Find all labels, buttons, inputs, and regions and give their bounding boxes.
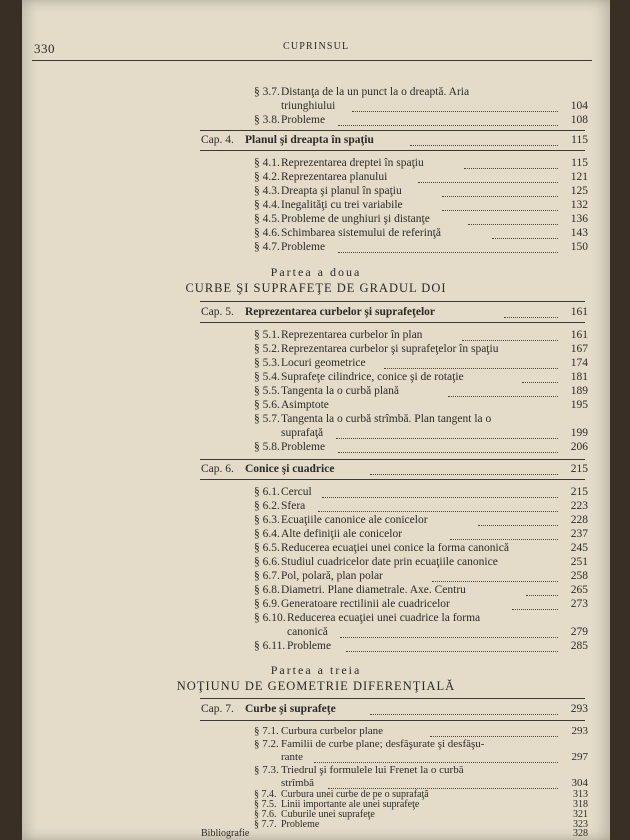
page-ref: 115	[571, 134, 588, 146]
section-number: § 6.5.	[254, 542, 280, 554]
entry-title: Diametri. Plane diametrale. Axe. Centru	[281, 584, 466, 596]
entry-title: Asimptote	[281, 399, 329, 411]
section-number: § 6.1.	[254, 486, 280, 498]
entry-title: Suprafeţe cilindrice, conice şi de rotaţie	[281, 371, 464, 383]
section-number: § 7.3.	[254, 764, 279, 776]
page-ref: 285	[570, 640, 588, 652]
page-ref: 161	[570, 306, 588, 318]
part-label: Partea a treia	[270, 663, 362, 677]
page-number: 330	[34, 41, 55, 56]
leader-dots	[336, 428, 558, 439]
chapter-title: Reprezentarea curbelor şi suprafeţelor	[245, 306, 436, 318]
section-number: § 5.7.	[254, 413, 280, 425]
leader-dots	[468, 214, 558, 225]
leader-dots	[370, 704, 558, 715]
leader-dots	[450, 529, 558, 540]
page-ref: 108	[570, 114, 588, 126]
section-number: § 5.4.	[254, 371, 280, 383]
section-number: § 5.6.	[254, 399, 280, 411]
page-ref: 293	[571, 725, 588, 737]
section-number: § 6.11.	[254, 640, 286, 652]
header-rule	[32, 60, 592, 61]
section-number: § 7.7.	[254, 819, 277, 830]
entry-title: Studiul cuadricelor date prin ecuaţiile canonice	[281, 556, 498, 568]
leader-dots	[522, 372, 558, 383]
leader-dots	[478, 515, 558, 526]
entry-title: Curbura unei curbe de pe o suprafaţă	[281, 789, 429, 800]
section-number: § 6.2.	[254, 500, 280, 512]
entry-title: Probleme	[281, 114, 326, 126]
chapter-rule	[200, 130, 585, 131]
toc-entry-3-8[interactable]	[22, 114, 610, 130]
page-ref: 273	[570, 598, 588, 610]
page-ref: 265	[570, 584, 588, 596]
page-ref: 215	[570, 463, 588, 475]
page-ref: 206	[570, 441, 588, 453]
leader-dots	[384, 358, 558, 369]
entry-title: Probleme de unghiuri şi distanţe	[281, 213, 430, 225]
entry-title: Sfera	[281, 500, 306, 512]
leader-dots	[338, 442, 558, 453]
chapter-rule	[200, 698, 585, 699]
leader-dots	[418, 172, 558, 183]
section-number: § 5.2.	[254, 343, 280, 355]
entry-title: Probleme	[281, 241, 326, 253]
chapter-rule	[200, 150, 585, 151]
leader-dots	[314, 752, 558, 763]
toc-chapter-5[interactable]	[22, 306, 610, 322]
entry-title: Curbura curbelor plane	[281, 725, 384, 737]
page-ref: 293	[570, 703, 588, 715]
page-ref: 215	[570, 486, 588, 498]
leader-dots	[340, 627, 558, 638]
page-ref: 150	[570, 241, 588, 253]
entry-title: Reducerea ecuaţiei unei conice la forma canonică	[281, 542, 509, 554]
chapter-rule	[200, 459, 585, 460]
leader-dots	[318, 501, 558, 512]
chapter-number: Cap. 5.	[201, 306, 234, 318]
entry-title-cont: strîmbă	[281, 777, 314, 789]
entry-title: Schimbarea sistemului de referinţă	[281, 227, 441, 239]
entry-title: Reprezentarea curbelor şi suprafeţelor în spaţiu	[281, 343, 499, 355]
page-ref: 189	[570, 385, 588, 397]
leader-dots	[462, 330, 558, 341]
page-ref: 115	[571, 157, 588, 169]
toc-entry-5-8[interactable]	[22, 441, 610, 457]
entry-title: Locuri geometrice	[281, 357, 366, 369]
page-ref: 237	[570, 528, 588, 540]
page-ref: 304	[571, 777, 588, 789]
entry-title-cont: rante	[281, 751, 303, 763]
toc-entry-6-11[interactable]	[22, 640, 610, 656]
entry-title: Cercul	[281, 486, 312, 498]
section-number: § 7.1.	[254, 725, 279, 737]
entry-title-cont: triunghiului	[281, 100, 336, 112]
toc-entry-4-7[interactable]	[22, 241, 610, 257]
entry-title: Bibliografie	[201, 828, 250, 839]
leader-dots	[338, 115, 558, 126]
toc-chapter-6[interactable]	[22, 463, 610, 479]
section-number: § 4.6.	[254, 227, 280, 239]
page-ref: 132	[570, 199, 588, 211]
chapter-number: Cap. 6.	[201, 463, 234, 475]
chapter-number: Cap. 7.	[201, 703, 234, 715]
leader-dots	[492, 228, 558, 239]
entry-title: Reducerea ecuaţiei unei cuadrice la forma	[287, 612, 481, 624]
entry-title: Probleme	[287, 640, 332, 652]
chapter-number: Cap. 4.	[201, 134, 234, 146]
section-number: § 6.7.	[254, 570, 280, 582]
page-ref: 228	[570, 514, 588, 526]
leader-dots	[346, 641, 558, 652]
leader-dots	[328, 778, 558, 789]
page-ref: 125	[570, 185, 588, 197]
section-number: § 5.5.	[254, 385, 280, 397]
leader-dots	[432, 571, 558, 582]
entry-title-cont: suprafaţă	[281, 427, 324, 439]
page-ref: 251	[570, 556, 588, 568]
page-ref: 328	[573, 828, 588, 839]
page-ref: 174	[570, 357, 588, 369]
chapter-rule	[200, 479, 585, 480]
section-number: § 3.7.	[254, 86, 280, 98]
page-ref: 318	[573, 799, 588, 810]
page-ref: 199	[570, 427, 588, 439]
leader-dots	[352, 101, 558, 112]
section-number: § 4.2.	[254, 171, 280, 183]
section-number: § 6.6.	[254, 556, 280, 568]
toc-bibliography[interactable]	[22, 829, 610, 839]
section-number: § 4.5.	[254, 213, 280, 225]
entry-title: Tangenta la o curbă plană	[281, 385, 399, 397]
page-ref: 195	[570, 399, 588, 411]
entry-title: Probleme	[281, 441, 326, 453]
leader-dots	[322, 487, 558, 498]
leader-dots	[504, 307, 558, 318]
page-ref: 297	[571, 751, 588, 763]
part-title: CURBE ŞI SUPRAFEŢE DE GRADUL DOI	[185, 281, 447, 295]
page-ref: 136	[570, 213, 588, 225]
section-number: § 5.1.	[254, 329, 280, 341]
toc-chapter-4[interactable]	[22, 134, 610, 150]
page-ref: 321	[573, 809, 588, 820]
section-number: § 3.8.	[254, 114, 280, 126]
page-ref: 245	[570, 542, 588, 554]
section-number: § 7.5.	[254, 799, 277, 810]
entry-title: Probleme	[281, 819, 320, 830]
section-number: § 5.3.	[254, 357, 280, 369]
section-number: § 7.4.	[254, 789, 277, 800]
section-number: § 6.3.	[254, 514, 280, 526]
entry-title: Tangenta la o curbă strîmbă. Plan tangent la o	[281, 413, 492, 425]
chapter-title: Conice şi cuadrice	[245, 463, 335, 475]
section-number: § 7.6.	[254, 809, 277, 820]
page-ref: 161	[570, 329, 588, 341]
page-ref: 181	[570, 371, 588, 383]
entry-title: Ecuaţiile canonice ale conicelor	[281, 514, 428, 526]
leader-dots	[526, 585, 558, 596]
page-ref: 223	[570, 500, 588, 512]
leader-dots	[442, 200, 558, 211]
entry-title: Inegalităţi cu trei variabile	[281, 199, 403, 211]
entry-title: Cuburile unei suprafeţe	[281, 809, 375, 820]
leader-dots	[464, 158, 558, 169]
section-number: § 6.8.	[254, 584, 280, 596]
page-ref: 104	[570, 100, 588, 112]
page-ref: 323	[573, 819, 588, 830]
entry-title: Reprezentarea dreptei în spaţiu	[281, 157, 424, 169]
chapter-rule	[200, 322, 585, 323]
leader-dots	[430, 726, 558, 737]
chapter-rule	[200, 301, 585, 302]
leader-dots	[370, 464, 558, 475]
section-number: § 4.7.	[254, 241, 280, 253]
toc-chapter-7[interactable]	[22, 703, 610, 719]
book-page	[22, 0, 610, 840]
chapter-rule	[200, 720, 585, 721]
page-ref: 167	[570, 343, 588, 355]
page-ref: 121	[570, 171, 588, 183]
page-ref: 279	[570, 626, 588, 638]
leader-dots	[338, 242, 558, 253]
leader-dots	[448, 386, 558, 397]
running-title: CUPRINSUL	[283, 41, 350, 52]
entry-title: Dreapta şi planul în spaţiu	[281, 185, 402, 197]
section-number: § 6.10.	[254, 612, 286, 624]
section-number: § 4.1.	[254, 157, 280, 169]
entry-title: Familii de curbe plane; desfăşurate şi desfăşu-	[281, 738, 485, 750]
page-ref: 313	[573, 789, 588, 800]
part-label: Partea a doua	[270, 265, 362, 279]
section-number: § 4.4.	[254, 199, 280, 211]
section-number: § 6.4.	[254, 528, 280, 540]
page-ref: 258	[570, 570, 588, 582]
entry-title-cont: canonică	[287, 626, 328, 638]
section-number: § 5.8.	[254, 441, 280, 453]
page-ref: 143	[570, 227, 588, 239]
entry-title: Triedrul şi formulele lui Frenet la o curbă	[281, 764, 464, 776]
entry-title: Pol, polară, plan polar	[281, 570, 383, 582]
entry-title: Alte definiţii ale conicelor	[281, 528, 403, 540]
entry-title: Linii importante ale unei suprafeţe	[281, 799, 420, 810]
entry-title: Reprezentarea planului	[281, 171, 388, 183]
leader-dots	[410, 135, 558, 146]
section-number: § 7.2.	[254, 738, 279, 750]
chapter-title: Planul şi dreapta în spaţiu	[245, 134, 374, 146]
entry-title: Reprezentarea curbelor în plan	[281, 329, 423, 341]
entry-title: Distanţa de la un punct la o dreaptă. Aria	[281, 86, 470, 98]
chapter-title: Curbe şi suprafeţe	[245, 703, 336, 715]
entry-title: Generatoare rectilinii ale cuadricelor	[281, 598, 450, 610]
section-number: § 4.3.	[254, 185, 280, 197]
leader-dots	[512, 599, 558, 610]
leader-dots	[442, 186, 558, 197]
part-title: NOŢIUNU DE GEOMETRIE DIFERENŢIALĂ	[176, 679, 456, 693]
section-number: § 6.9.	[254, 598, 280, 610]
